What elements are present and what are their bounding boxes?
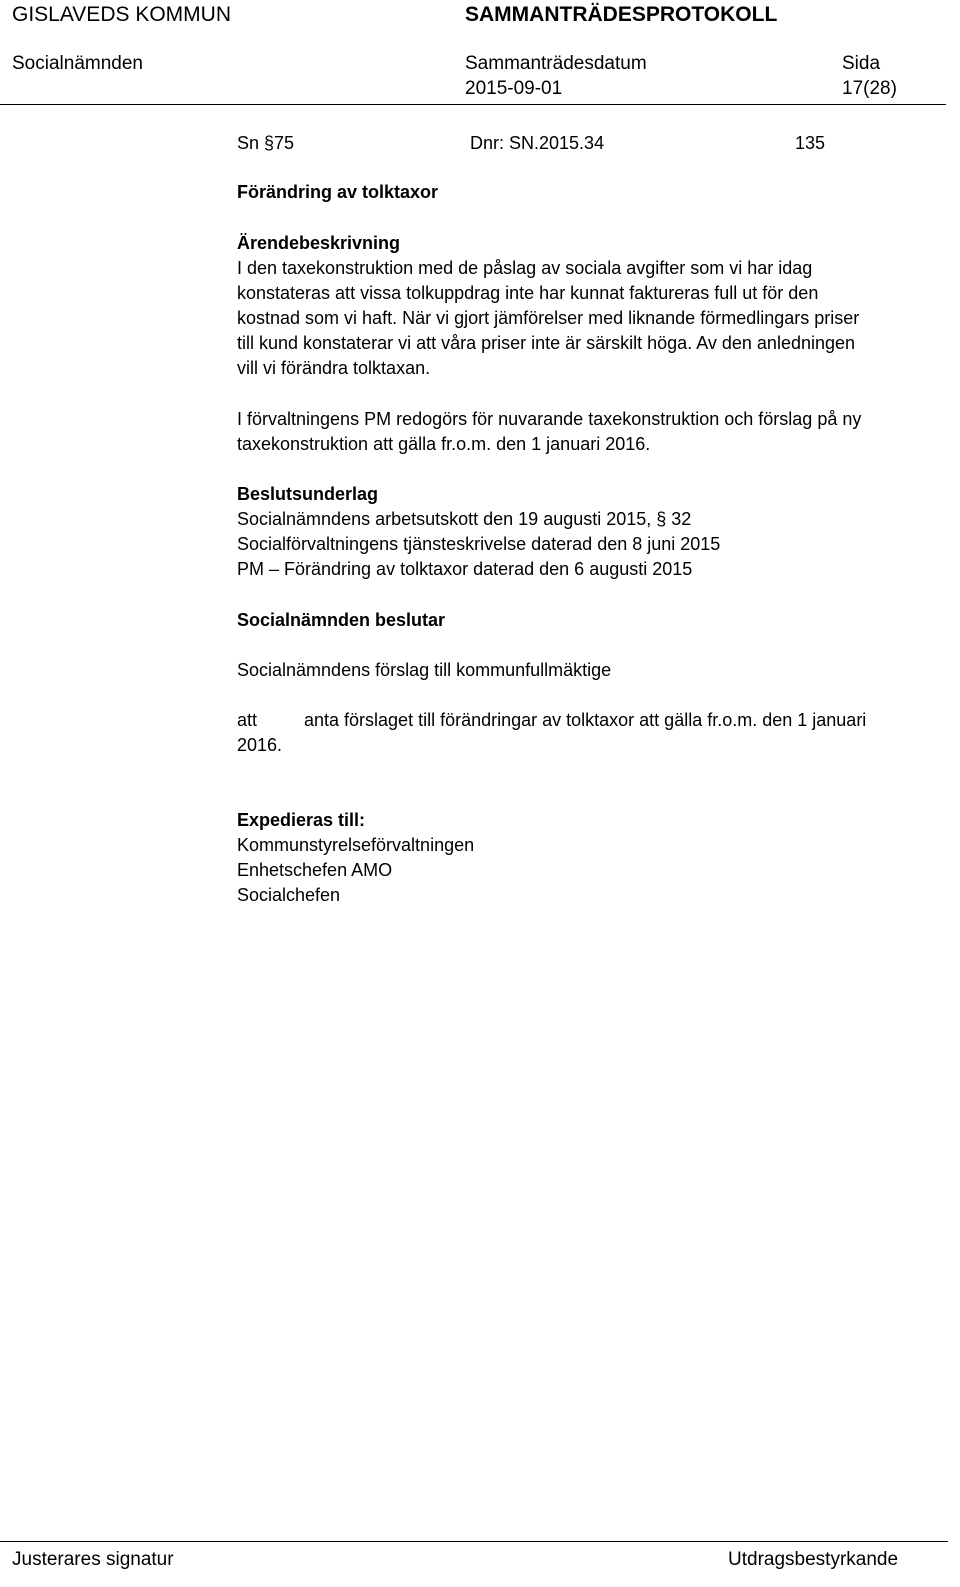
- description-paragraph-2: [237, 407, 937, 457]
- basis-heading: Beslutsunderlag: [237, 484, 379, 504]
- text-line: konstateras att vissa tolkuppdrag inte har kunnat faktureras full ut för den: [237, 283, 819, 303]
- text-line: till kund konstaterar vi att våra priser inte är särskilt höga. Av den anledningen: [237, 333, 856, 353]
- paragraph-number: Sn §75: [237, 133, 295, 153]
- case-number: 135: [795, 133, 826, 153]
- decision-text-line-2: 2016.: [237, 735, 283, 755]
- text-line: vill vi förändra tolktaxan.: [237, 358, 431, 378]
- recipient: Enhetschefen AMO: [237, 860, 393, 880]
- basis-item: Socialnämndens arbetsutskott den 19 augusti 2015, § 32: [237, 509, 692, 529]
- decision-att-label: att: [237, 710, 258, 730]
- text-line: I den taxekonstruktion med de påslag av sociala avgifter som vi har idag: [237, 258, 813, 278]
- description-heading: Ärendebeskrivning: [237, 233, 401, 253]
- recipient: Socialchefen: [237, 885, 341, 905]
- text-line: kostnad som vi haft. När vi gjort jämförelser med liknande förmedlingars priser: [237, 308, 860, 328]
- meeting-date-label: Sammanträdesdatum: [465, 53, 647, 74]
- distribution-list: [237, 833, 937, 908]
- decision-text-line-1: anta förslaget till förändringar av tolktaxor att gälla fr.o.m. den 1 januari: [304, 710, 867, 730]
- text-line: I förvaltningens PM redogörs för nuvarande taxekonstruktion och förslag på ny: [237, 409, 862, 429]
- decision-heading: Socialnämnden beslutar: [237, 610, 446, 630]
- basis-item: Socialförvaltningens tjänsteskrivelse daterad den 8 juni 2015: [237, 534, 721, 554]
- document-type: SAMMANTRÄDESPROTOKOLL: [465, 3, 778, 26]
- committee-name: Socialnämnden: [12, 53, 143, 74]
- page-number: 17(28): [842, 78, 897, 99]
- footer-extract-certification: Utdragsbestyrkande: [728, 1549, 899, 1570]
- text-line: taxekonstruktion att gälla fr.o.m. den 1 januari 2016.: [237, 434, 651, 454]
- description-paragraph-1: [237, 256, 937, 381]
- recipient: Kommunstyrelseförvaltningen: [237, 835, 475, 855]
- footer-adjuster-signature: Justerares signatur: [12, 1549, 174, 1570]
- basis-item: PM – Förändring av tolktaxor daterad den 6 augusti 2015: [237, 559, 693, 579]
- decision-intro: Socialnämndens förslag till kommunfullmäktige: [237, 660, 612, 680]
- municipality-name: GISLAVEDS KOMMUN: [12, 3, 231, 26]
- footer-rule: [0, 1541, 948, 1542]
- case-title: Förändring av tolktaxor: [237, 182, 439, 202]
- case-dnr: Dnr: SN.2015.34: [470, 133, 605, 153]
- distribution-heading: Expedieras till:: [237, 810, 366, 830]
- meeting-date-value: 2015-09-01: [465, 78, 563, 99]
- basis-list: [237, 507, 937, 582]
- page-label: Sida: [842, 53, 881, 74]
- header-rule: [0, 104, 946, 105]
